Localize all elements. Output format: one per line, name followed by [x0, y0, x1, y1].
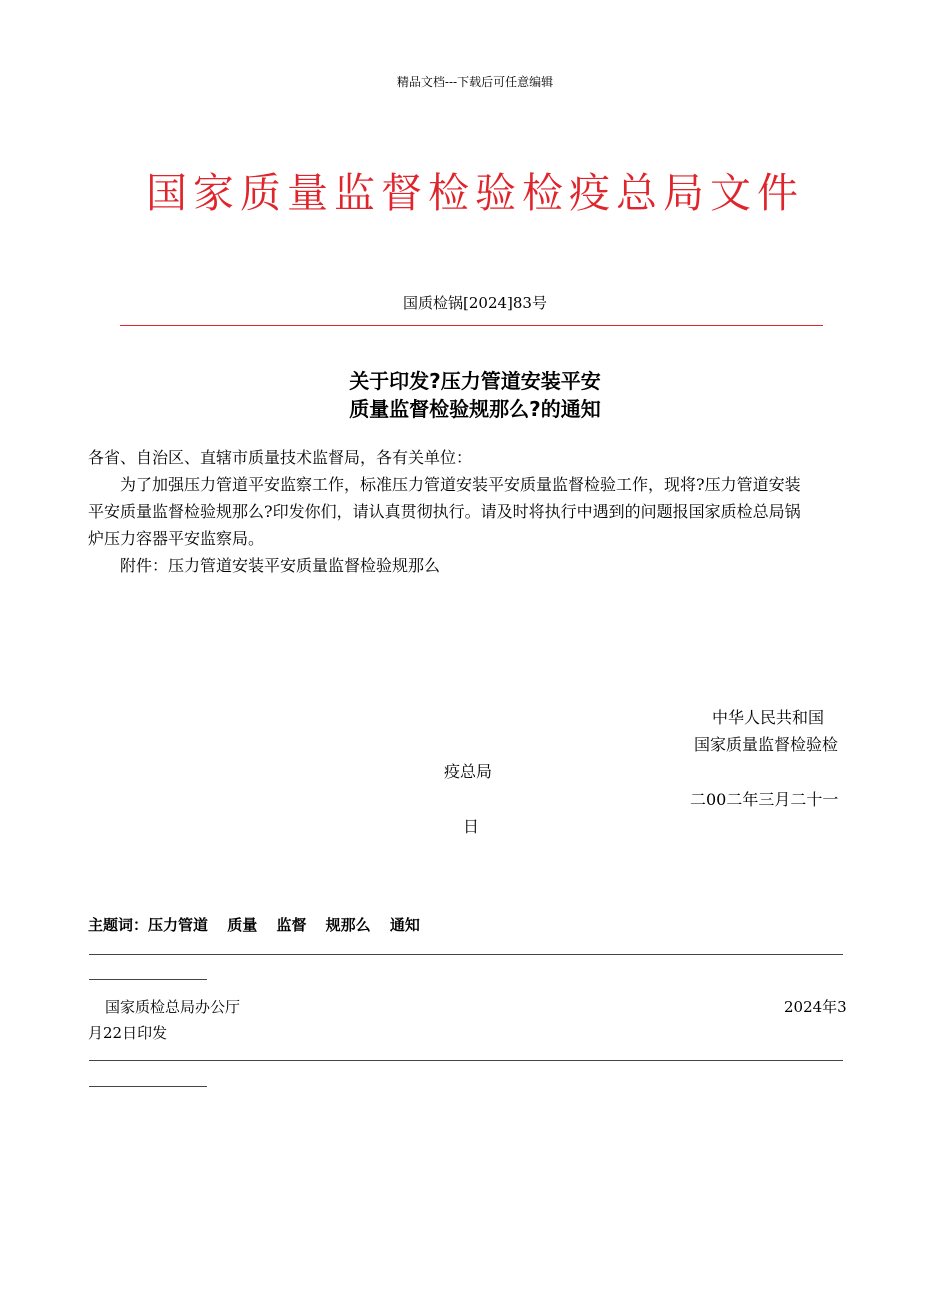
agency-title: 国家质量监督检验检疫总局文件: [146, 169, 804, 217]
divider-2-bottom: [89, 1086, 207, 1087]
signature-date-line1: 二00二年三月二十一: [690, 790, 839, 809]
footer-issuer: 国家质检总局办公厅: [105, 998, 241, 1016]
notice-title-line1: 关于印发?压力管道安装平安: [349, 369, 601, 393]
document-number: 国质检锅[2024]83号: [403, 294, 547, 312]
footer-date-part1: 2024年3: [784, 998, 847, 1016]
addressee: 各省、自治区、直辖市质量技术监督局，各有关单位：: [88, 448, 473, 467]
divider-2-top: [89, 1060, 843, 1061]
header-note: 精品文档---下载后可任意编辑: [396, 75, 554, 89]
notice-title-line2: 质量监督检验规那么?的通知: [349, 397, 601, 421]
divider-1-top: [89, 954, 843, 955]
signature-org-line1: 中华人民共和国: [712, 708, 825, 727]
keywords-line: 主题词：压力管道 质量 监督 规那么 通知: [88, 916, 420, 934]
body-line-3: 炉压力容器平安监察局。: [88, 529, 265, 548]
notice-title: [0, 367, 950, 423]
attachment-line: 附件：压力管道安装平安质量监督检验规那么: [120, 556, 441, 575]
signature-org-line3: 疫总局: [444, 762, 493, 781]
footer-date-part2: 月22日印发: [88, 1024, 168, 1042]
body-line-1: 为了加强压力管道平安监察工作，标准压力管道安装平安质量监督检验工作，现将?压力管道安装: [120, 475, 801, 494]
divider-1-bottom: [89, 979, 207, 980]
signature-org-line2: 国家质量监督检验检: [694, 735, 839, 754]
body-line-2: 平安质量监督检验规那么?印发你们，请认真贯彻执行。请及时将执行中遇到的问题报国家质检总局锅: [88, 502, 801, 521]
signature-date-line2: 日: [463, 817, 480, 836]
red-divider: [120, 325, 823, 326]
